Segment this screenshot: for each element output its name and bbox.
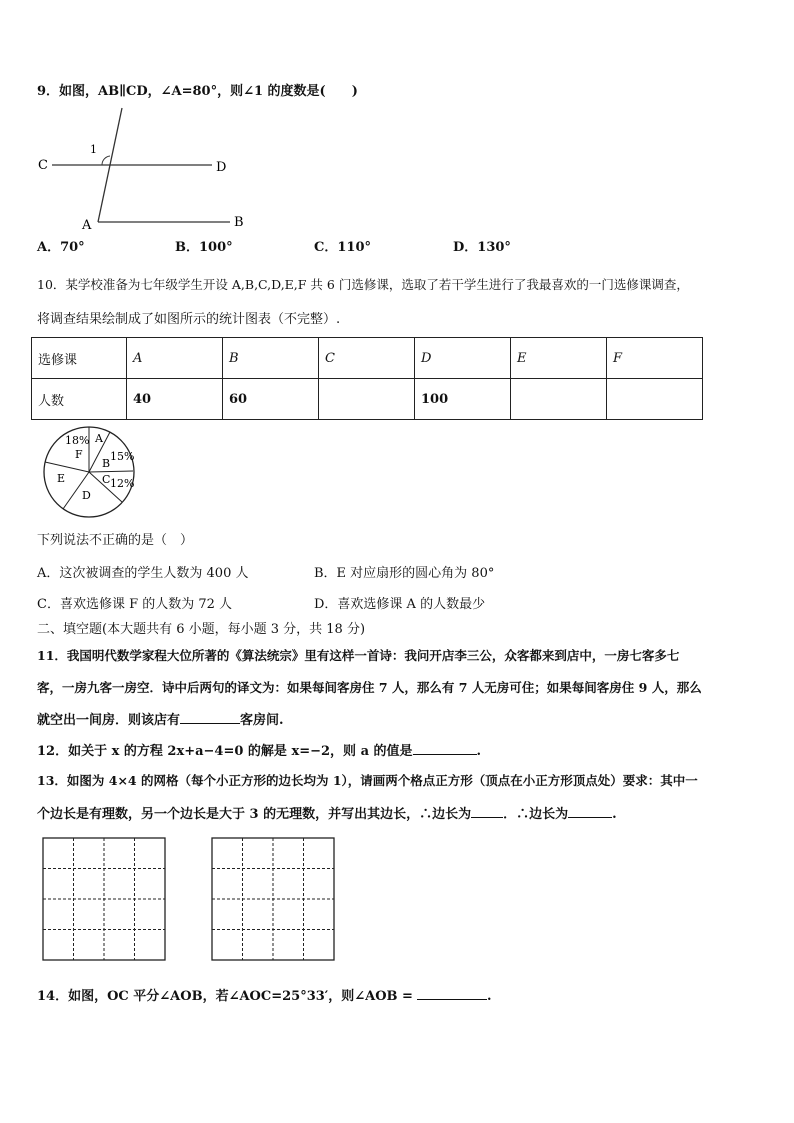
table-cell: 100 — [415, 379, 511, 420]
q10-stem-line1: 10．某学校准备为七年级学生开设 A,B,C,D,E,F 共 6 门选修课，选取了若干学生进行了我最喜欢的一门选修课调查， — [37, 277, 689, 292]
answer-blank[interactable] — [471, 805, 503, 818]
q13-text-mid: ．∴边长为 — [503, 807, 569, 822]
answer-blank[interactable] — [568, 805, 612, 818]
q10-option-a: A．这次被调查的学生人数为 400 人 — [37, 566, 249, 581]
q9-figure — [30, 100, 260, 235]
q14-text: 14．如图，OC 平分∠AOB，若∠AOC=25°33′，则∠AOB = — [37, 989, 413, 1004]
pie-label: F — [75, 448, 83, 461]
label-d: D — [216, 160, 227, 175]
pie-label: E — [57, 472, 66, 485]
table-cell: C — [319, 338, 415, 379]
table-cell: D — [415, 338, 511, 379]
q10-option-b: B．E 对应扇形的圆心角为 80° — [314, 566, 495, 581]
table-row-counts — [32, 379, 703, 420]
table-cell — [607, 379, 703, 420]
q10-option-c: C．喜欢选修课 F 的人数为 72 人 — [37, 597, 233, 612]
section-title: 二、填空题(本大题共有 6 小题，每小题 3 分，共 18 分) — [37, 622, 366, 637]
table-cell — [511, 379, 607, 420]
table-cell: 60 — [223, 379, 319, 420]
pie-label: A — [95, 432, 103, 445]
pie-label: 12% — [110, 477, 135, 490]
q10-option-d: D．喜欢选修课 A 的人数最少 — [314, 597, 486, 612]
q12-end: . — [476, 744, 482, 759]
q12-text: 12．如关于 x 的方程 2x+a−4=0 的解是 x=−2，则 a 的值是 — [37, 744, 413, 759]
q10-question: 下列说法不正确的是（ ） — [37, 533, 194, 548]
q11-line3 — [37, 711, 284, 729]
q9-option-b: B．100° — [175, 240, 233, 255]
q10-table — [31, 337, 703, 420]
q11-line3-text: 就空出一间房．则该店有 — [37, 713, 181, 728]
pie-label: B — [102, 457, 111, 470]
table-cell: F — [607, 338, 703, 379]
answer-blank[interactable] — [413, 742, 477, 755]
q13-line1: 13．如图为 4×4 的网格（每个小正方形的边长均为 1），请画两个格点正方形（顶点在小正方形顶点处）要求：其中一 — [37, 773, 698, 788]
pie-label: D — [82, 489, 91, 502]
q13-line2 — [37, 805, 617, 823]
q11-line1: 11．我国明代数学家程大位所著的《算法统宗》里有这样一首诗：我问开店李三公，众客都来到店中，一房七客多七 — [37, 648, 680, 663]
answer-blank[interactable] — [180, 711, 240, 724]
pie-divider — [45, 462, 89, 472]
table-cell: B — [223, 338, 319, 379]
q13-grid-right — [211, 837, 336, 962]
pie-label: C — [102, 473, 111, 486]
angle-1-arc — [102, 156, 110, 165]
q9-stem: 9．如图，AB∥CD，∠A=80°，则∠1 的度数是( ) — [37, 84, 358, 99]
pie-label: 15% — [110, 450, 135, 463]
label-angle-1: 1 — [90, 143, 97, 156]
table-cell — [319, 379, 415, 420]
label-c: C — [38, 158, 48, 173]
q13-end: . — [612, 807, 617, 822]
label-b: B — [234, 215, 244, 230]
q14-end: . — [486, 989, 492, 1004]
table-cell: 40 — [127, 379, 223, 420]
q13-grid-left — [42, 837, 167, 962]
q11-line3-end: 客房间. — [240, 713, 284, 728]
table-cell: A — [127, 338, 223, 379]
q9-option-a: A．70° — [37, 240, 85, 255]
table-header-course: 选修课 — [32, 338, 127, 379]
q10-pie-chart — [40, 425, 140, 520]
q13-text: 个边长是有理数，另一个边长是大于 3 的无理数，并写出其边长，∴边长为 — [37, 807, 472, 822]
q9-option-c: C．110° — [314, 240, 371, 255]
table-cell: E — [511, 338, 607, 379]
pie-label: 18% — [65, 434, 90, 447]
label-a: A — [82, 218, 92, 233]
pie-divider — [89, 471, 133, 472]
q12-stem — [37, 742, 481, 760]
answer-blank[interactable] — [417, 987, 487, 1000]
table-row-courses — [32, 338, 703, 379]
q9-option-d: D．130° — [453, 240, 511, 255]
table-header-count: 人数 — [32, 379, 127, 420]
q10-stem-line2: 将调查结果绘制成了如图所示的统计图表（不完整）. — [37, 312, 341, 327]
q11-line2: 客，一房九客一房空．诗中后两句的译文为：如果每间客房住 7 人，那么有 7 人无房可住；如果每间客房住 9 人，那么 — [37, 680, 702, 695]
q14-stem — [37, 987, 491, 1005]
